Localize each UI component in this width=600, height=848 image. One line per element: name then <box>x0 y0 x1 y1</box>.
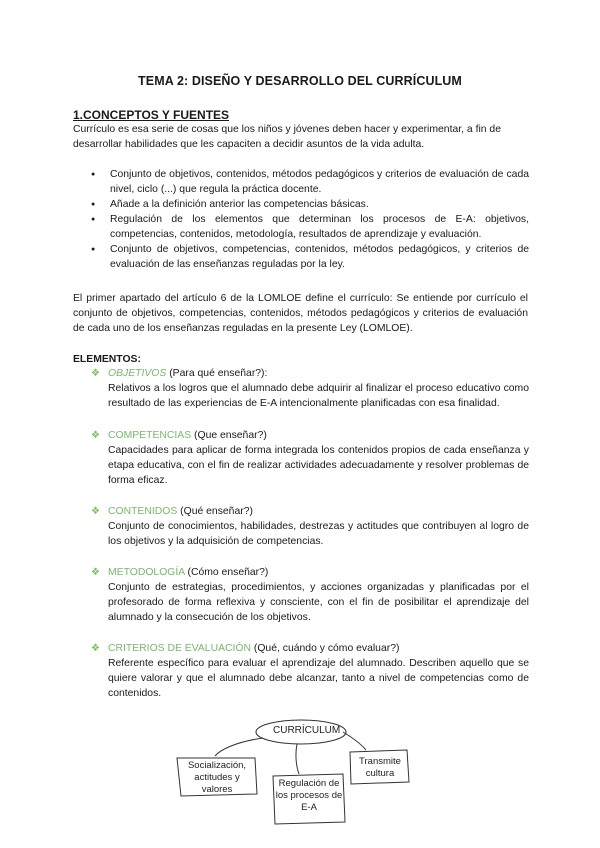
list-item: ● Conjunto de objetivos, competencias, contenidos, métodos pedagógicos, y criterios de evaluación de las enseñanzas reguladas por la ley. <box>91 242 529 272</box>
diagram-left-label: Socialización, actitudes y valores <box>187 760 247 795</box>
list-item: ● Conjunto de objetivos, contenidos, métodos pedagógicos y criterios de evaluación de cada nivel, ciclo (...) que regula la práctica docente. <box>91 167 529 197</box>
element-metodologia <box>91 565 529 625</box>
element-competencias <box>91 428 529 488</box>
lomloe-paragraph: El primer apartado del artículo 6 de la LOMLOE define el currículo: Se entiende por currículo el conjunto de objetivos, competencias, contenidos, métodos pedagógicos y criterios de evaluación de cada uno de los enseñanzas reguladas en la presente Ley (LOMLOE). <box>73 293 528 334</box>
element-description: Referente específico para evaluar el aprendizaje del alumnado. Describen aquello que se quiere valorar y que el alumnado debe alcanzar, tanto a nivel de competencias como de contenidos. <box>108 658 529 699</box>
element-contenidos <box>91 504 529 549</box>
element-description: Capacidades para aplicar de forma integrada los contenidos propios de cada enseñanza y etapa educativa, con el fin de realizar actividades adecuadamente y resolver problemas de forma eficaz. <box>108 445 529 486</box>
diamond-bullet-icon: ❖ <box>91 506 100 517</box>
list-item: ● Regulación de los elementos que determinan los procesos de E-A: objetivos, competencias, contenidos, metodología, resultados de aprendizaje y evaluación. <box>91 212 529 242</box>
element-description: Relativos a los logros que el alumnado debe adquirir al finalizar el proceso educativo como resultado de las experiencias de E-A intencionalmente planificadas con esa finalidad. <box>108 383 529 409</box>
element-question: (Que enseñar?) <box>191 430 267 441</box>
diamond-bullet-icon: ❖ <box>91 567 100 578</box>
element-term: COMPETENCIAS <box>108 430 192 441</box>
curriculum-diagram <box>175 710 435 830</box>
diagram-center-label: CURRÍCULUM <box>273 725 341 736</box>
diagram-right-label: Transmite cultura <box>359 756 401 779</box>
diagram-middle-label: Regulación de los procesos de E-A <box>275 778 343 813</box>
element-criterios <box>91 641 529 701</box>
page-title: TEMA 2: DISEÑO Y DESARROLLO DEL CURRÍCULUM <box>138 74 462 88</box>
element-term: METODOLOGÍA <box>108 567 185 578</box>
element-term: OBJETIVOS <box>108 368 167 379</box>
diamond-bullet-icon: ❖ <box>91 643 100 654</box>
element-question: (Qué enseñar?) <box>177 506 253 517</box>
elements-heading: ELEMENTOS: <box>73 354 141 365</box>
intro-paragraph: Currículo es esa serie de cosas que los niños y jóvenes deben hacer y experimentar, a fin de desarrollar habilidades que les capaciten a decidir asuntos de la vida adulta. <box>73 124 501 150</box>
element-term: CONTENIDOS <box>108 506 178 517</box>
element-description: Conjunto de conocimientos, habilidades, destrezas y actitudes que contribuyen al logro de los objetivos y la adquisición de competencias. <box>108 521 529 547</box>
element-description: Conjunto de estrategias, procedimientos, y acciones organizadas y planificadas por el profesorado de forma reflexiva y consciente, con el fin de posibilitar el aprendizaje del alumnado y la consecución de los objetivos. <box>108 582 529 623</box>
element-question: (Cómo enseñar?) <box>184 567 269 578</box>
definition-list <box>91 167 529 272</box>
diamond-bullet-icon: ❖ <box>91 430 100 441</box>
diamond-bullet-icon: ❖ <box>91 368 100 379</box>
element-objetivos <box>91 366 529 411</box>
element-term: CRITERIOS DE EVALUACIÓN <box>108 643 251 654</box>
section-heading: 1.CONCEPTOS Y FUENTES <box>73 108 230 122</box>
element-question: (Qué, cuándo y cómo evaluar?) <box>251 643 400 654</box>
list-item: ● Añade a la definición anterior las competencias básicas. <box>91 197 529 212</box>
element-question: (Para qué enseñar?): <box>166 368 268 379</box>
